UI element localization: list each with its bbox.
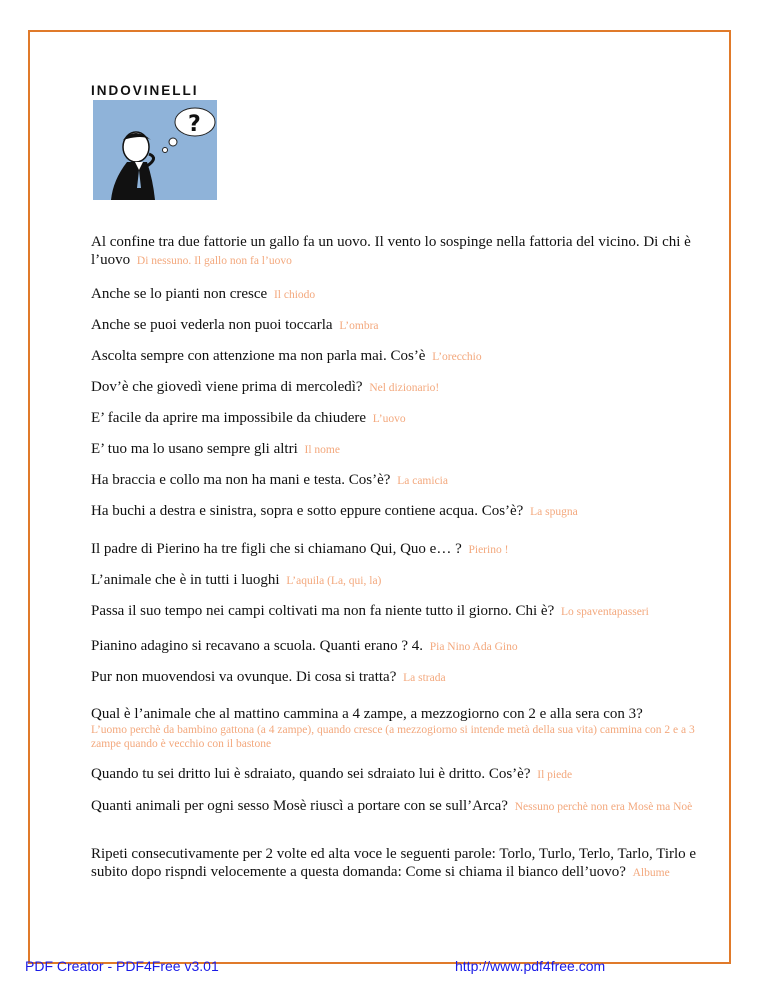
riddle-answer: La camicia: [397, 475, 448, 487]
riddle-item: [91, 602, 703, 621]
riddle-question: E’ facile da aprire ma impossibile da chiudere: [91, 410, 367, 426]
riddle-item: [91, 637, 703, 656]
thinking-man-icon: [93, 100, 217, 200]
riddle-answer: Albume: [632, 867, 670, 879]
footer-pdf-creator: PDF Creator - PDF4Free v3.01: [25, 958, 219, 974]
riddle-item: [91, 233, 703, 270]
riddle-answer: Di nessuno. Il gallo non fa l’uovo: [136, 255, 292, 267]
riddle-question: Qual è l’animale che al mattino cammina a 4 zampe, a mezzogiorno con 2 e alla sera con 3?: [91, 706, 643, 722]
riddle-item: [91, 347, 703, 366]
page-title: INDOVINELLI: [91, 83, 199, 98]
riddle-question: Ha braccia e collo ma non ha mani e testa. Cos’è?: [91, 472, 391, 488]
riddle-answer: Il chiodo: [273, 289, 316, 301]
riddle-answer: L’uovo: [372, 413, 406, 425]
riddle-answer: L’ombra: [339, 320, 379, 332]
riddle-question: Quando tu sei dritto lui è sdraiato, quando sei sdraiato lui è dritto. Cos’è?: [91, 766, 531, 782]
riddle-answer: La strada: [403, 672, 446, 684]
riddle-answer: Lo spaventapasseri: [561, 606, 649, 618]
svg-text:?: ?: [188, 112, 201, 137]
riddle-question: Anche se lo pianti non cresce: [91, 286, 268, 302]
riddle-answer: Il piede: [537, 769, 573, 781]
riddle-question: Il padre di Pierino ha tre figli che si chiamano Qui, Quo e… ?: [91, 541, 462, 557]
riddle-item: [91, 668, 703, 687]
riddle-question: Pianino adagino si recavano a scuola. Quanti erano ? 4.: [91, 638, 423, 654]
riddle-question: Quanti animali per ogni sesso Mosè riuscì a portare con se sull’Arca?: [91, 798, 508, 814]
riddle-answer: Pierino !: [468, 544, 509, 556]
riddle-question: Ripeti consecutivamente per 2 volte ed alta voce le seguenti parole: Torlo, Turlo, Terlo, Tarlo, Tirlo e subito dopo rispndi velocemente a questa domanda: Come si chiama il bianco dell’uovo?: [91, 846, 697, 880]
riddle-question: Ascolta sempre con attenzione ma non parla mai. Cos’è: [91, 348, 426, 364]
riddle-question: Ha buchi a destra e sinistra, sopra e sotto eppure contiene acqua. Cos’è?: [91, 503, 524, 519]
riddle-question: Anche se puoi vederla non puoi toccarla: [91, 317, 333, 333]
riddle-item: [91, 540, 703, 559]
riddle-item: [91, 378, 703, 397]
riddle-answer: Il nome: [304, 444, 340, 456]
riddle-item: [91, 409, 703, 428]
riddle-item: [91, 285, 703, 304]
riddle-item: [91, 471, 703, 490]
riddle-answer: L’uomo perchè da bambino gattona (a 4 zampe), quando cresce (a mezzogiorno si intende metà della sua vita) cammina con 2 e a 3 zampe quando è vecchio con il bastone: [91, 724, 695, 750]
riddle-item: [91, 316, 703, 335]
riddle-question: E’ tuo ma lo usano sempre gli altri: [91, 441, 298, 457]
riddle-item: [91, 571, 703, 590]
riddle-answer: Pia Nino Ada Gino: [429, 641, 518, 653]
riddle-item: [91, 765, 703, 784]
riddle-question: Al confine tra due fattorie un gallo fa un uovo. Il vento lo sospinge nella fattoria del vicino. Di chi è l’uovo: [91, 234, 691, 268]
riddle-item: [91, 502, 703, 521]
footer-url-link[interactable]: http://www.pdf4free.com: [455, 958, 606, 974]
riddle-answer: Nessuno perchè non era Mosè ma Noè: [514, 801, 693, 813]
riddle-item: [91, 440, 703, 459]
riddle-answer: L’orecchio: [432, 351, 482, 363]
riddle-question: Pur non muovendosi va ovunque. Di cosa si tratta?: [91, 669, 397, 685]
riddle-item: [91, 845, 703, 882]
riddle-question: L’animale che è in tutti i luoghi: [91, 572, 280, 588]
riddle-question: Passa il suo tempo nei campi coltivati ma non fa niente tutto il giorno. Chi è?: [91, 603, 555, 619]
riddle-item: [91, 705, 703, 751]
riddle-question: Dov’è che giovedì viene prima di mercoledì?: [91, 379, 363, 395]
riddle-answer: La spugna: [530, 506, 578, 518]
riddle-answer: L’aquila (La, qui, la): [286, 575, 382, 587]
riddle-item: [91, 797, 703, 816]
riddle-answer: Nel dizionario!: [369, 382, 440, 394]
